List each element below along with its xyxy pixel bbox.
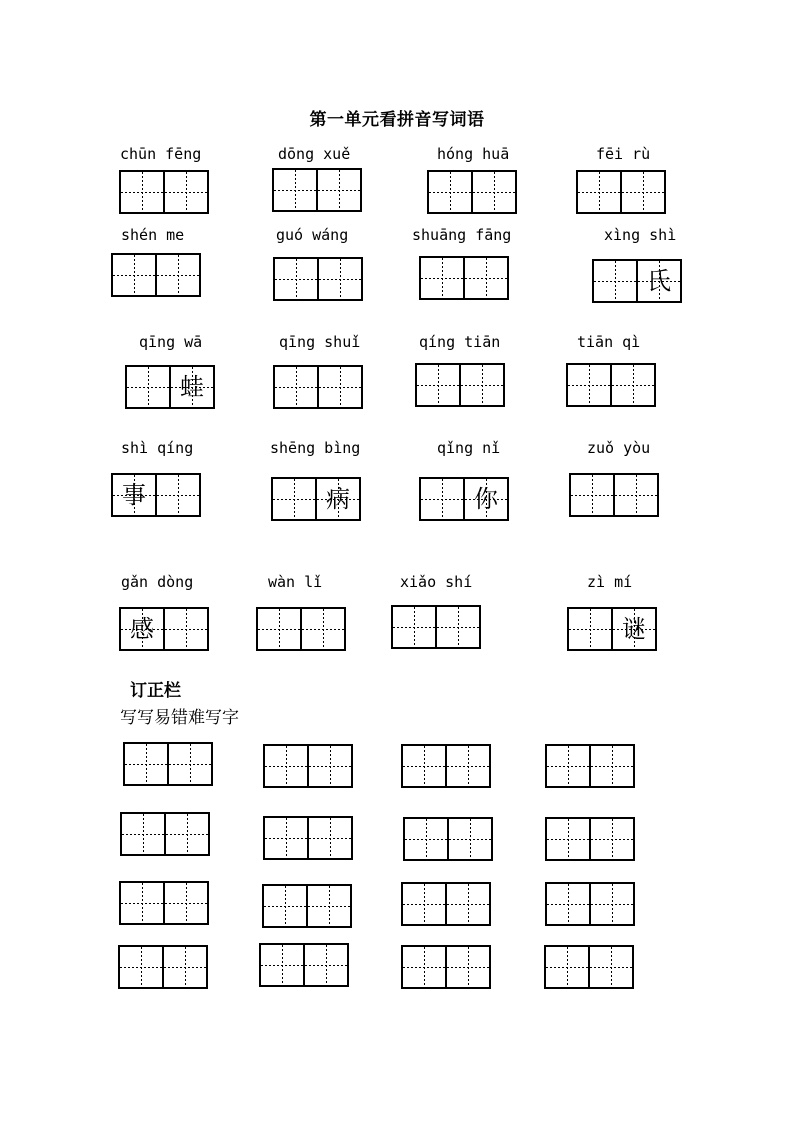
hint-character: 蛙 xyxy=(180,373,204,401)
hint-character: 氏 xyxy=(647,267,671,295)
hint-character xyxy=(127,367,169,407)
answer-grid xyxy=(111,253,201,297)
tianzige-cell xyxy=(264,886,306,926)
correction-grid xyxy=(401,744,491,788)
tianzige-cell xyxy=(163,172,207,212)
hint-character xyxy=(461,365,503,405)
answer-grid xyxy=(427,170,517,214)
tianzige-cell xyxy=(471,172,515,212)
tianzige-cell xyxy=(261,945,303,985)
pinyin-label: guó wáng xyxy=(276,226,349,244)
worksheet-title: 第一单元看拼音写词语 xyxy=(309,110,485,130)
tianzige-cell xyxy=(274,170,316,210)
tianzige-cell xyxy=(127,367,169,407)
tianzige-cell xyxy=(307,818,351,858)
hint-character xyxy=(157,255,199,295)
hint-character xyxy=(421,479,463,519)
pinyin-label: qǐng nǐ xyxy=(437,439,501,457)
correction-grid xyxy=(545,817,635,861)
correction-grid xyxy=(123,742,213,786)
pinyin-label: hóng huā xyxy=(437,145,510,163)
tianzige-cell xyxy=(273,479,315,519)
tianzige-cell xyxy=(125,744,167,784)
answer-grid xyxy=(256,607,346,651)
pinyin-label: xìng shì xyxy=(604,226,677,244)
hint-character xyxy=(302,609,344,649)
hint-character xyxy=(393,607,435,647)
answer-grid xyxy=(419,477,509,521)
answer-grid xyxy=(415,363,505,407)
tianzige-cell xyxy=(445,947,489,987)
hint-character xyxy=(421,258,463,298)
tianzige-cell xyxy=(421,258,463,298)
pinyin-label: qīng wā xyxy=(139,333,203,351)
correction-grid xyxy=(262,884,352,928)
tianzige-cell xyxy=(588,947,632,987)
hint-character xyxy=(465,258,507,298)
correction-grid xyxy=(263,816,353,860)
tianzige-cell xyxy=(169,367,213,407)
tianzige-cell xyxy=(571,475,613,515)
tianzige-cell xyxy=(636,261,680,301)
pinyin-label: dōng xuě xyxy=(278,145,351,163)
tianzige-cell xyxy=(121,172,163,212)
answer-grid xyxy=(272,168,362,212)
pinyin-label: shén me xyxy=(121,226,185,244)
tianzige-cell xyxy=(547,884,589,924)
tianzige-cell xyxy=(589,884,633,924)
tianzige-cell xyxy=(463,258,507,298)
hint-character: 事 xyxy=(122,481,146,509)
tianzige-cell xyxy=(547,746,589,786)
correction-grid xyxy=(401,945,491,989)
tianzige-cell xyxy=(167,744,211,784)
tianzige-cell xyxy=(445,746,489,786)
tianzige-cell xyxy=(405,819,447,859)
tianzige-cell xyxy=(463,479,507,519)
tianzige-cell xyxy=(317,367,361,407)
answer-grid xyxy=(391,605,481,649)
hint-character xyxy=(165,609,207,649)
hint-character: 你 xyxy=(474,485,498,513)
correction-grid xyxy=(401,882,491,926)
hint-character xyxy=(578,172,620,212)
hint-character xyxy=(157,475,199,515)
answer-grid xyxy=(273,257,363,301)
tianzige-cell xyxy=(315,479,359,519)
tianzige-cell xyxy=(306,886,350,926)
hint-character xyxy=(571,475,613,515)
answer-grid xyxy=(569,473,659,517)
tianzige-cell xyxy=(163,609,207,649)
answer-grid xyxy=(119,607,209,651)
tianzige-cell xyxy=(459,365,503,405)
hint-character xyxy=(319,259,361,299)
hint-character xyxy=(258,609,300,649)
hint-character xyxy=(165,172,207,212)
tianzige-cell xyxy=(611,609,655,649)
tianzige-cell xyxy=(417,365,459,405)
answer-grid xyxy=(271,477,361,521)
pinyin-label: tiān qì xyxy=(577,333,641,351)
hint-character xyxy=(318,170,360,210)
correction-grid xyxy=(545,744,635,788)
tianzige-cell xyxy=(393,607,435,647)
hint-character xyxy=(274,170,316,210)
tianzige-cell xyxy=(546,947,588,987)
tianzige-cell xyxy=(421,479,463,519)
answer-grid xyxy=(111,473,201,517)
hint-character xyxy=(319,367,361,407)
tianzige-cell xyxy=(445,884,489,924)
tianzige-cell xyxy=(300,609,344,649)
tianzige-cell xyxy=(610,365,654,405)
correction-grid xyxy=(119,881,209,925)
tianzige-cell xyxy=(258,609,300,649)
tianzige-cell xyxy=(265,818,307,858)
pinyin-label: zì mí xyxy=(587,573,633,591)
hint-character xyxy=(417,365,459,405)
tianzige-cell xyxy=(578,172,620,212)
answer-grid xyxy=(119,170,209,214)
pinyin-label: fēi rù xyxy=(596,145,651,163)
pinyin-label: chūn fēng xyxy=(120,145,202,163)
hint-character xyxy=(121,172,163,212)
hint-character: 病 xyxy=(326,485,350,513)
hint-character xyxy=(113,255,155,295)
correction-grid xyxy=(403,817,493,861)
hint-character: 感 xyxy=(130,615,154,643)
tianzige-cell xyxy=(275,259,317,299)
tianzige-cell xyxy=(155,475,199,515)
hint-character xyxy=(594,261,636,301)
pinyin-label: qīng shuǐ xyxy=(279,333,361,351)
correction-grid xyxy=(259,943,349,987)
tianzige-cell xyxy=(429,172,471,212)
tianzige-cell xyxy=(403,947,445,987)
pinyin-label: shuāng fāng xyxy=(412,226,512,244)
answer-grid xyxy=(125,365,215,409)
hint-character: 谜 xyxy=(622,615,646,643)
hint-character xyxy=(437,607,479,647)
pinyin-label: shì qíng xyxy=(121,439,194,457)
answer-grid xyxy=(566,363,656,407)
tianzige-cell xyxy=(613,475,657,515)
tianzige-cell xyxy=(569,609,611,649)
tianzige-cell xyxy=(121,609,163,649)
hint-character xyxy=(275,259,317,299)
tianzige-cell xyxy=(547,819,589,859)
answer-grid xyxy=(273,365,363,409)
correction-section-title: 订正栏 xyxy=(130,681,181,701)
tianzige-cell xyxy=(122,814,164,854)
tianzige-cell xyxy=(303,945,347,985)
tianzige-cell xyxy=(403,746,445,786)
hint-character xyxy=(473,172,515,212)
tianzige-cell xyxy=(155,255,199,295)
tianzige-cell xyxy=(620,172,664,212)
tianzige-cell xyxy=(265,746,307,786)
pinyin-label: wàn lǐ xyxy=(268,573,323,591)
pinyin-label: zuǒ yòu xyxy=(587,439,651,457)
correction-grid xyxy=(118,945,208,989)
tianzige-cell xyxy=(307,746,351,786)
tianzige-cell xyxy=(120,947,162,987)
tianzige-cell xyxy=(594,261,636,301)
correction-grid xyxy=(544,945,634,989)
tianzige-cell xyxy=(568,365,610,405)
tianzige-cell xyxy=(113,255,155,295)
answer-grid xyxy=(592,259,682,303)
tianzige-cell xyxy=(275,367,317,407)
tianzige-cell xyxy=(589,746,633,786)
correction-grid xyxy=(545,882,635,926)
hint-character xyxy=(429,172,471,212)
tianzige-cell xyxy=(589,819,633,859)
correction-grid xyxy=(263,744,353,788)
tianzige-cell xyxy=(447,819,491,859)
tianzige-cell xyxy=(163,883,207,923)
tianzige-cell xyxy=(316,170,360,210)
answer-grid xyxy=(576,170,666,214)
hint-character xyxy=(569,609,611,649)
pinyin-label: gǎn dòng xyxy=(121,573,194,591)
pinyin-label: xiǎo shí xyxy=(400,573,473,591)
pinyin-label: qíng tiān xyxy=(419,333,501,351)
answer-grid xyxy=(567,607,657,651)
hint-character xyxy=(568,365,610,405)
tianzige-cell xyxy=(317,259,361,299)
tianzige-cell xyxy=(121,883,163,923)
hint-character xyxy=(615,475,657,515)
tianzige-cell xyxy=(403,884,445,924)
answer-grid xyxy=(419,256,509,300)
tianzige-cell xyxy=(113,475,155,515)
hint-character xyxy=(612,365,654,405)
pinyin-label: shēng bìng xyxy=(270,439,361,457)
tianzige-cell xyxy=(435,607,479,647)
hint-character xyxy=(622,172,664,212)
hint-character xyxy=(273,479,315,519)
correction-grid xyxy=(120,812,210,856)
hint-character xyxy=(275,367,317,407)
tianzige-cell xyxy=(164,814,208,854)
tianzige-cell xyxy=(162,947,206,987)
correction-section-subtitle: 写写易错难写字 xyxy=(120,708,239,728)
